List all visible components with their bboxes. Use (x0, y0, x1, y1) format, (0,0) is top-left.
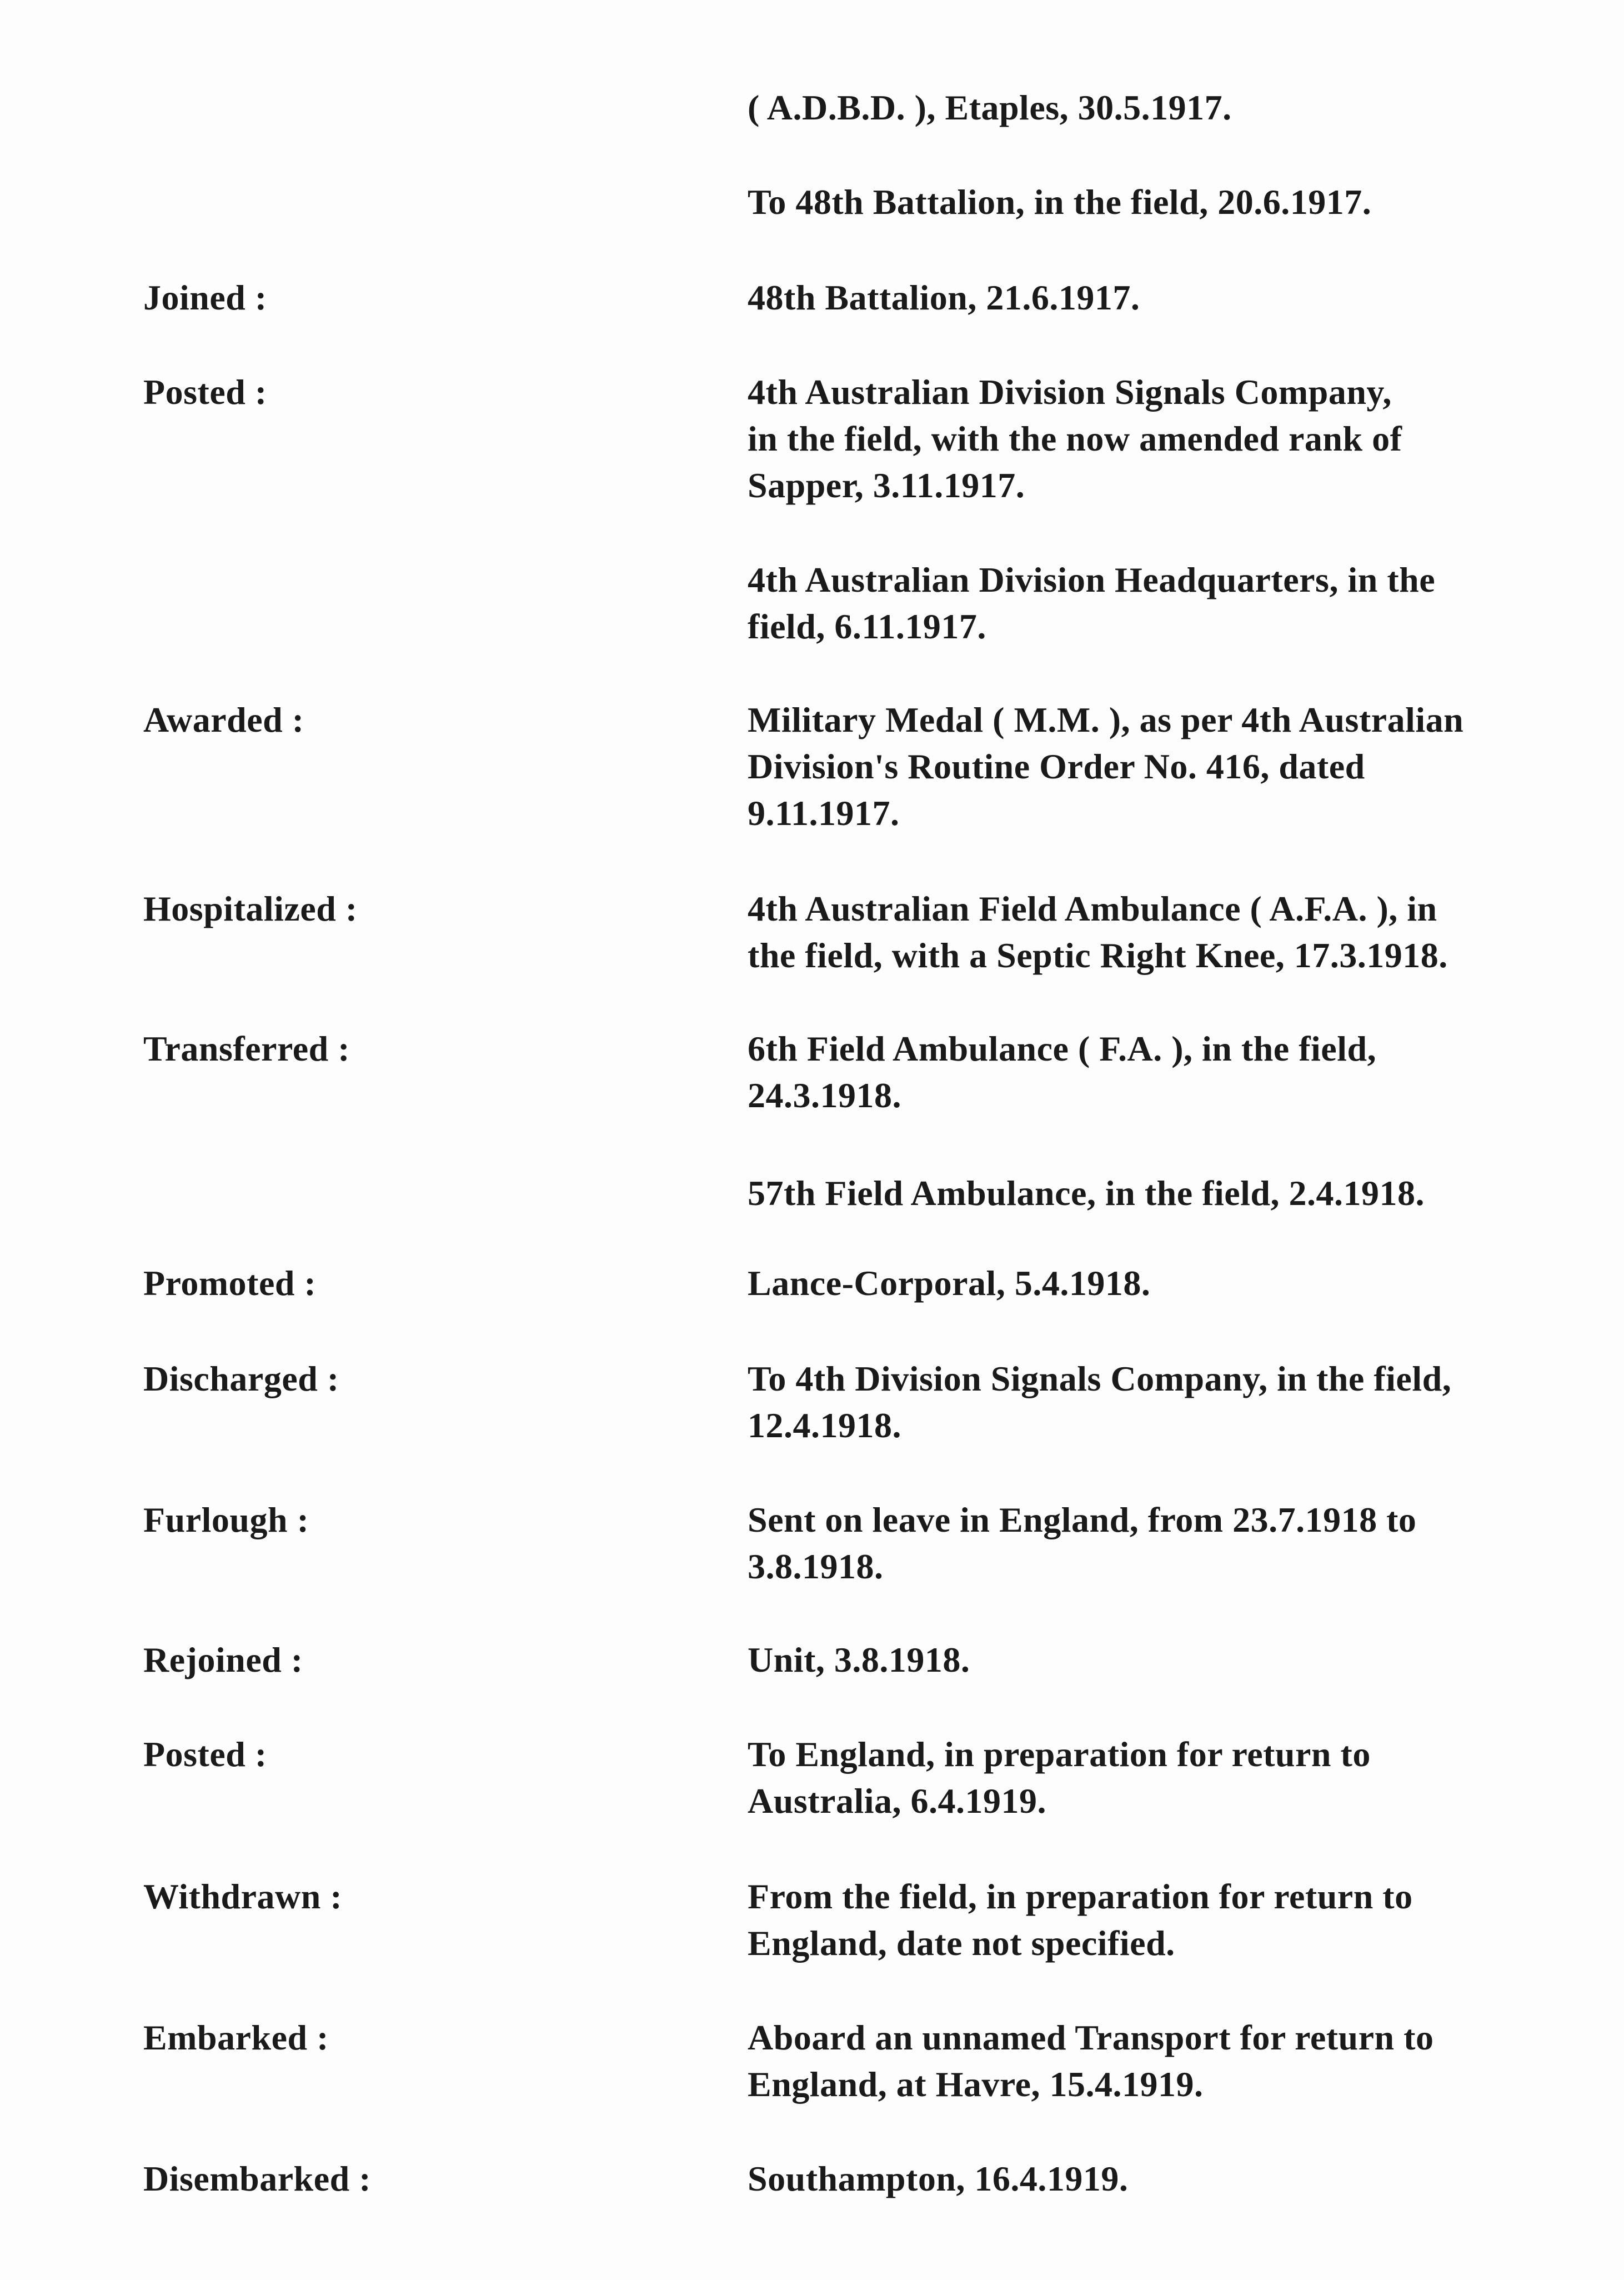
entry-line: To England, in preparation for return to (748, 1734, 1371, 1774)
entry-label: Posted : (143, 1734, 267, 1774)
entry-label: Joined : (143, 278, 267, 317)
entry-line: 4th Australian Field Ambulance ( A.F.A. ), in (748, 889, 1437, 928)
entry-text (748, 84, 1570, 131)
entry-line: To 4th Division Signals Company, in the field, (748, 1359, 1452, 1398)
entry-line: England, at Havre, 15.4.1919. (748, 2064, 1204, 2104)
entry-line: 24.3.1918. (748, 1076, 901, 1115)
entry-line: Unit, 3.8.1918. (748, 1640, 970, 1679)
entry-label: Transferred : (143, 1029, 350, 1068)
entry-label: Furlough : (143, 1500, 309, 1539)
entry-text (748, 697, 1570, 837)
entry-line: Southampton, 16.4.1919. (748, 2159, 1129, 2198)
entry-line: 9.11.1917. (748, 793, 900, 833)
entry-text (748, 1873, 1570, 1967)
entry-text (748, 1497, 1570, 1590)
entry-line: 6th Field Ambulance ( F.A. ), in the field, (748, 1029, 1377, 1068)
entry-line: Lance-Corporal, 5.4.1918. (748, 1263, 1151, 1303)
entry-text (748, 1260, 1570, 1307)
entry-line: To 48th Battalion, in the field, 20.6.1917. (748, 182, 1372, 222)
entry-text (748, 179, 1570, 226)
entry-line: in the field, with the now amended rank of (748, 419, 1402, 458)
entry-line: England, date not specified. (748, 1923, 1175, 1963)
entry-label: Disembarked : (143, 2159, 372, 2198)
entry-text (748, 557, 1570, 650)
entry-label: Hospitalized : (143, 889, 358, 928)
entry-text (748, 1637, 1570, 1683)
entry-line: 3.8.1918. (748, 1547, 884, 1586)
entry-text (748, 886, 1570, 979)
entry-label: Withdrawn : (143, 1877, 343, 1916)
entry-line: 4th Australian Division Signals Company, (748, 372, 1392, 412)
entry-text (748, 274, 1570, 321)
entry-line: 57th Field Ambulance, in the field, 2.4.1918. (748, 1173, 1425, 1213)
entry-line: 48th Battalion, 21.6.1917. (748, 278, 1140, 317)
entry-line: Sapper, 3.11.1917. (748, 466, 1025, 505)
entry-text (748, 369, 1570, 509)
entry-line: 12.4.1918. (748, 1406, 901, 1445)
entry-text (748, 1026, 1570, 1119)
entry-label: Embarked : (143, 2018, 329, 2057)
entry-text (748, 1731, 1570, 1824)
entry-label: Promoted : (143, 1263, 317, 1303)
entry-text (748, 1170, 1570, 1217)
entry-line: Division's Routine Order No. 416, dated (748, 747, 1365, 786)
entry-line: Australia, 6.4.1919. (748, 1781, 1046, 1821)
entry-label: Awarded : (143, 700, 304, 739)
entry-line: field, 6.11.1917. (748, 607, 986, 646)
entry-label: Rejoined : (143, 1640, 303, 1679)
entry-text (748, 1356, 1570, 1449)
entry-text (748, 2014, 1570, 2108)
entry-label: Posted : (143, 372, 267, 412)
entry-line: ( A.D.B.D. ), Etaples, 30.5.1917. (748, 88, 1232, 127)
entry-line: the field, with a Septic Right Knee, 17.3.1918. (748, 936, 1448, 975)
entry-line: 4th Australian Division Headquarters, in the (748, 560, 1436, 599)
entry-line: From the field, in preparation for return to (748, 1877, 1413, 1916)
entry-text (748, 2156, 1570, 2202)
entry-label: Discharged : (143, 1359, 339, 1398)
entry-line: Sent on leave in England, from 23.7.1918 to (748, 1500, 1417, 1539)
entry-line: Military Medal ( M.M. ), as per 4th Australian (748, 700, 1464, 739)
entry-line: Aboard an unnamed Transport for return to (748, 2018, 1434, 2057)
